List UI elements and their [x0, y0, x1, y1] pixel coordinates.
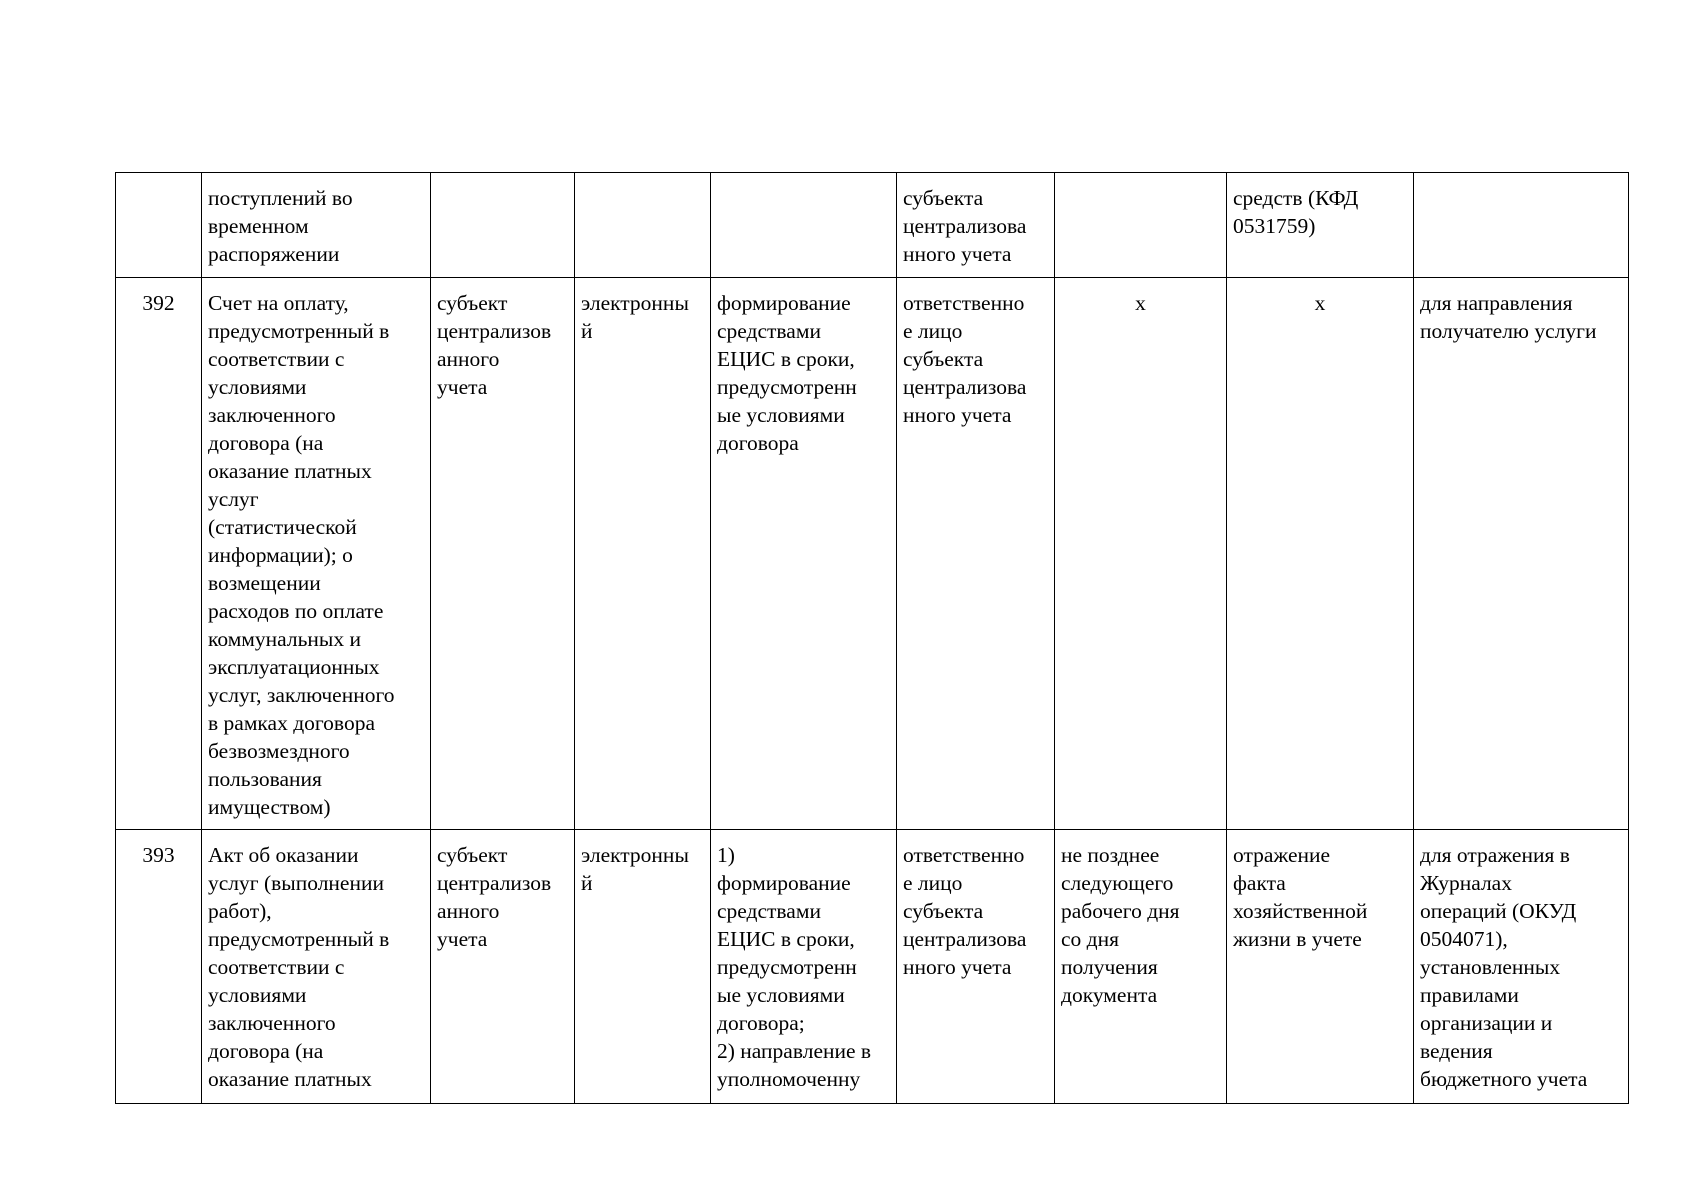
- reflection-cell: отражение факта хозяйственной жизни в учете: [1227, 830, 1414, 1104]
- purpose-cell: [1414, 173, 1629, 278]
- composer-cell: [431, 173, 575, 278]
- form-cell: электронны й: [575, 278, 711, 830]
- purpose-cell: для направления получателю услуги: [1414, 278, 1629, 830]
- table-row: [116, 278, 1629, 830]
- procedure-cell: [711, 173, 897, 278]
- deadline-cell: не позднее следующего рабочего дня со дня получения документа: [1055, 830, 1227, 1104]
- responsible-cell: ответственно е лицо субъекта централизова нного учета: [897, 278, 1055, 830]
- procedure-cell: формирование средствами ЕЦИС в сроки, предусмотренн ые условиями договора: [711, 278, 897, 830]
- responsible-cell: ответственно е лицо субъекта централизова нного учета: [897, 830, 1055, 1104]
- deadline-cell: [1055, 173, 1227, 278]
- document-name-cell: Счет на оплату, предусмотренный в соответствии с условиями заключенного договора (на оказание платных услуг (статистической информации); о возмещении расходов по оплате коммунальных и эксплуатационных услуг, заключенного в рамках договора безвозмездного пользования имуществом): [202, 278, 431, 830]
- document-name-cell: поступлений во временном распоряжении: [202, 173, 431, 278]
- reflection-cell: средств (КФД 0531759): [1227, 173, 1414, 278]
- deadline-cell: х: [1055, 278, 1227, 830]
- responsible-cell: субъекта централизова нного учета: [897, 173, 1055, 278]
- row-number-cell: 393: [116, 830, 202, 1104]
- reflection-cell: х: [1227, 278, 1414, 830]
- table-row: [116, 830, 1629, 1104]
- form-cell: электронны й: [575, 830, 711, 1104]
- row-number-cell: 392: [116, 278, 202, 830]
- form-cell: [575, 173, 711, 278]
- table-row: [116, 173, 1629, 278]
- composer-cell: субъект централизов анного учета: [431, 830, 575, 1104]
- document-table: [115, 172, 1629, 1104]
- document-name-cell: Акт об оказании услуг (выполнении работ), предусмотренный в соответствии с условиями заключенного договора (на оказание платных: [202, 830, 431, 1104]
- procedure-cell: 1) формирование средствами ЕЦИС в сроки, предусмотренн ые условиями договора; 2) направление в уполномоченну: [711, 830, 897, 1104]
- composer-cell: субъект централизов анного учета: [431, 278, 575, 830]
- purpose-cell: для отражения в Журналах операций (ОКУД 0504071), установленных правилами организации и ведения бюджетного учета: [1414, 830, 1629, 1104]
- row-number-cell: [116, 173, 202, 278]
